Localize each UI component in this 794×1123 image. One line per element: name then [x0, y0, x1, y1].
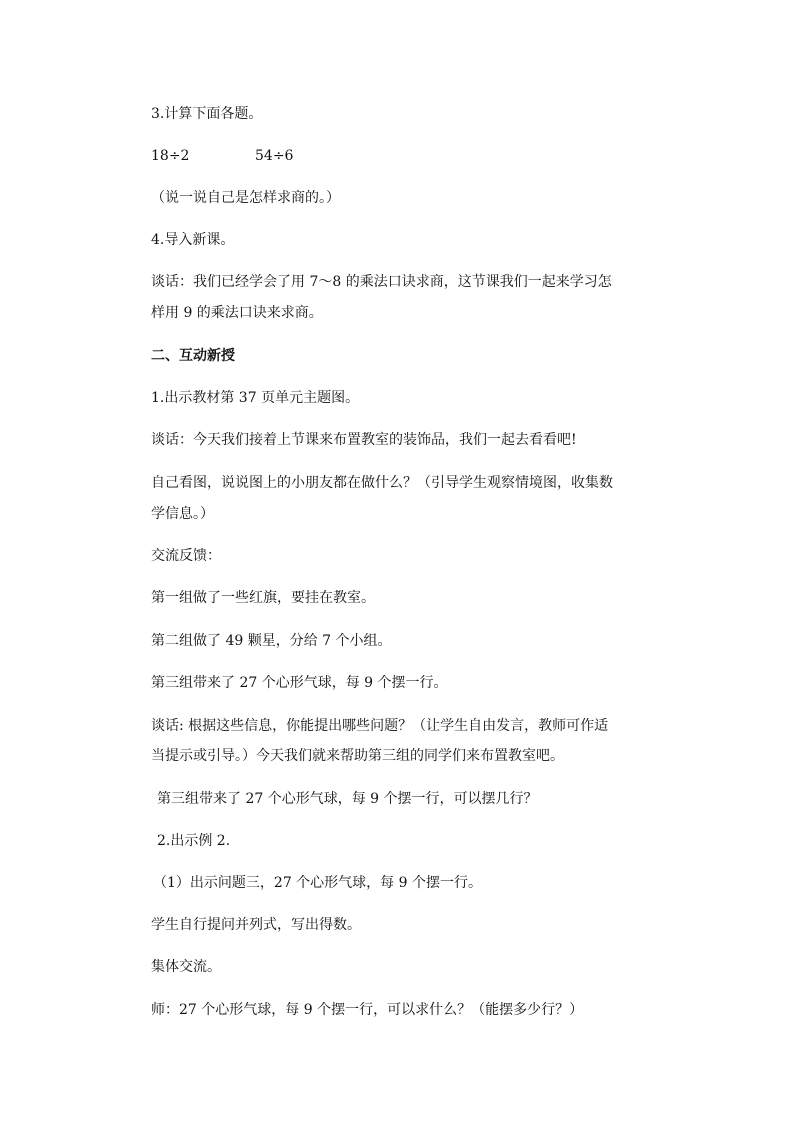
- step-introduce-new-lesson: 4.导入新课。: [151, 232, 235, 248]
- question-heading-3: 3.计算下面各题。: [151, 106, 263, 122]
- expression-18-div-2: 18÷2: [151, 148, 190, 164]
- question-prompt-line-1: 谈话: 根据这些信息，你能提出哪些问题？（让学生自由发言，教师可作适: [151, 718, 609, 734]
- group-1-info: 第一组做了一些红旗，要挂在教室。: [151, 590, 375, 606]
- observe-picture-line-1: 自己看图，说说图上的小朋友都在做什么？（引导学生观察情境图，收集数: [151, 475, 613, 491]
- teacher-talk-decorations: 谈话：今天我们接着上节课来布置教室的装饰品，我们一起去看看吧!: [151, 432, 577, 448]
- student-work-instruction: 学生自行提问并列式，写出得数。: [151, 917, 361, 933]
- section-heading-interactive-teaching: 二、互动新授: [151, 348, 235, 364]
- conversation-line-2: 样用 9 的乘法口诀来求商。: [151, 305, 323, 321]
- example-problem-three: （1）出示问题三，27 个心形气球，每 9 个摆一行。: [153, 875, 482, 891]
- conversation-line-1: 谈话：我们已经学会了用 7～8 的乘法口诀求商，这节课我们一起来学习怎: [151, 274, 612, 290]
- question-prompt-line-2: 当提示或引导。）今天我们就来帮助第三组的同学们来布置教室吧。: [151, 748, 564, 764]
- note-explain-quotient: （说一说自己是怎样求商的。）: [151, 190, 340, 206]
- group-3-info: 第三组带来了 27 个心形气球，每 9 个摆一行。: [151, 675, 448, 691]
- expression-54-div-6: 54÷6: [255, 148, 294, 164]
- observe-picture-line-2: 学信息。）: [151, 506, 214, 522]
- group-discussion: 集体交流。: [151, 959, 221, 975]
- group-2-info: 第二组做了 49 颗星，分给 7 个小组。: [151, 633, 392, 649]
- example-2-heading: 2.出示例 2.: [157, 833, 231, 849]
- show-theme-image: 1.出示教材第 37 页单元主题图。: [151, 390, 360, 406]
- group-3-question: 第三组带来了 27 个心形气球，每 9 个摆一行，可以摆几行？: [157, 791, 538, 807]
- feedback-heading: 交流反馈：: [151, 548, 221, 564]
- teacher-question: 师：27 个心形气球，每 9 个摆一行，可以求什么？（能摆多少行？）: [151, 1002, 584, 1018]
